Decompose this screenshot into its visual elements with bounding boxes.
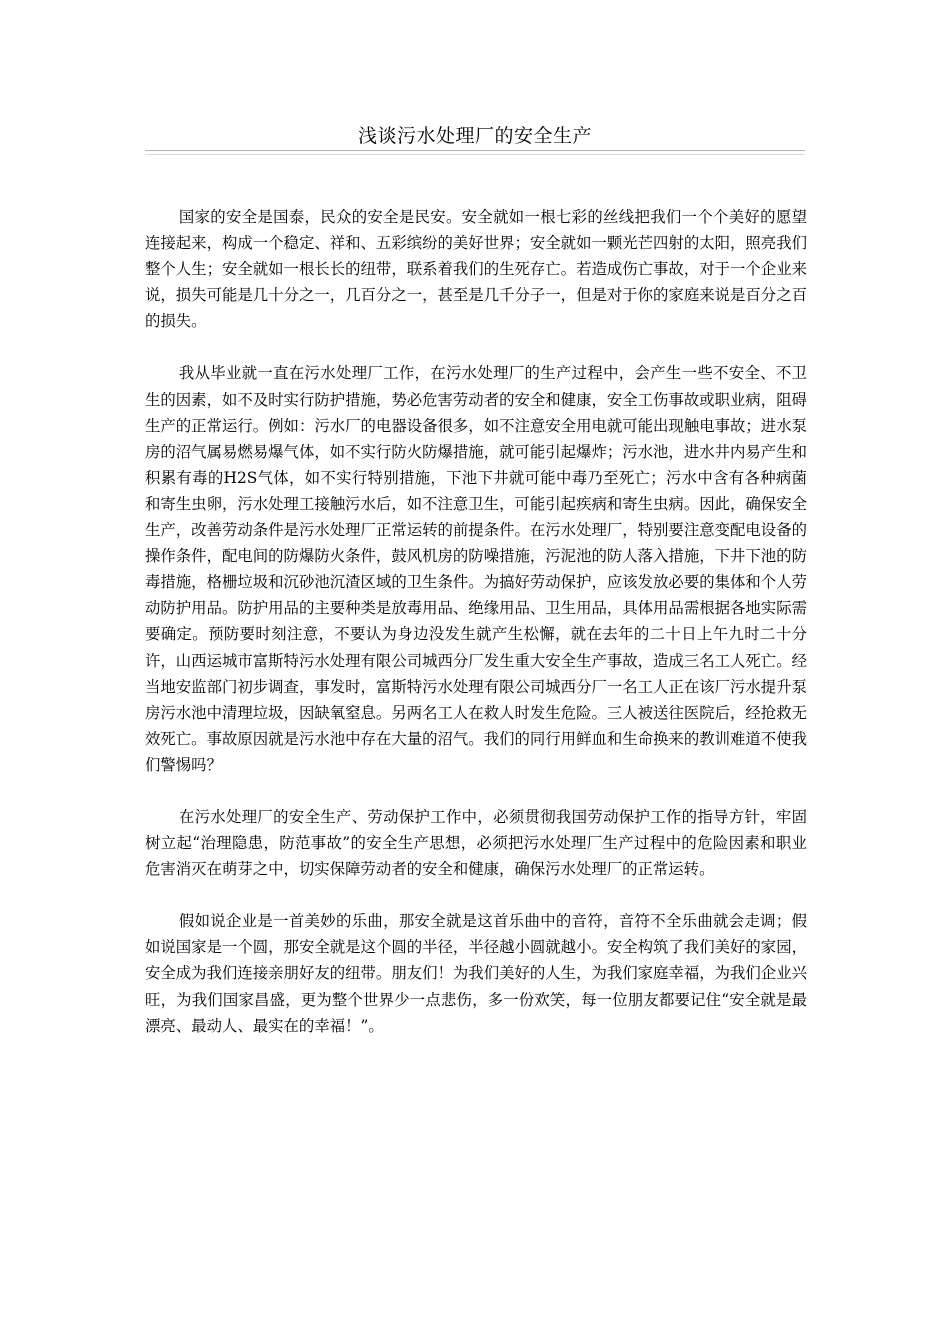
paragraph-3: 在污水处理厂的安全生产、劳动保护工作中，必须贯彻我国劳动保护工作的指导方针，牢固树立起“治理隐患，防范事故”的安全生产思想，必须把污水处理厂生产过程中的危险因素和职业危害消灭在萌芽之中，切实保障劳动者的安全和健康，确保污水处理厂的正常运转。 — [145, 807, 807, 879]
title-underline-divider — [145, 150, 805, 155]
document-body — [145, 204, 807, 1065]
paragraph-4: 假如说企业是一首美妙的乐曲，那安全就是这首乐曲中的音符，音符不全乐曲就会走调；假如说国家是一个圆，那安全就是这个圆的半径，半径越小圆就越小。安全构筑了我们美好的家园，安全成为我们连接亲朋好友的纽带。朋友们！为我们美好的人生，为我们家庭幸福，为我们企业兴旺，为我们国家昌盛，更为整个世界少一点悲伤，多一份欢笑，每一位朋友都要记住“安全就是最漂亮、最动人、最实在的幸福！”。 — [145, 912, 807, 1035]
paragraph-2: 我从毕业就一直在污水处理厂工作，在污水处理厂的生产过程中，会产生一些不安全、不卫生的因素，如不及时实行防护措施，势必危害劳动者的安全和健康，安全工伤事故或职业病，阻碍生产的正常运行。例如：污水厂的电器设备很多，如不注意安全用电就可能出现触电事故；进水泵房的沼气属易燃易爆气体，如不实行防火防爆措施，就可能引起爆炸；污水池，进水井内易产生和积累有毒的H2S气体，如不实行特别措施，下池下井就可能中毒乃至死亡；污水中含有各种病菌和寄生虫卵，污水处理工接触污水后，如不注意卫生，可能引起疾病和寄生虫病。因此，确保安全生产，改善劳动条件是污水处理厂正常运转的前提条件。在污水处理厂，特别要注意变配电设备的操作条件，配电间的防爆防火条件，鼓风机房的防噪措施，污泥池的防人落入措施，下井下池的防毒措施，格栅垃圾和沉砂池沉渣区域的卫生条件。为搞好劳动保护，应该发放必要的集体和个人劳动防护用品。防护用品的主要种类是放毒用品、绝缘用品、卫生用品，具体用品需根据各地实际需要确定。预防要时刻注意，不要认为身边没发生就产生松懈，就在去年的二十日上午九时二十分许，山西运城市富斯特污水处理有限公司城西分厂发生重大安全生产事故，造成三名工人死亡。经当地安监部门初步调查，事发时，富斯特污水处理有限公司城西分厂一名工人正在该厂污水提升泵房污水池中清理垃圾，因缺氧窒息。另两名工人在救人时发生危险。三人被送往医院后，经抢救无效死亡。事故原因就是污水池中存在大量的沼气。我们的同行用鲜血和生命换来的教训难道不使我们警惕吗？ — [145, 364, 807, 774]
document-title: 浅谈污水处理厂的安全生产 — [357, 125, 592, 147]
paragraph-1: 国家的安全是国泰，民众的安全是民安。安全就如一根七彩的丝线把我们一个个美好的愿望连接起来，构成一个稳定、祥和、五彩缤纷的美好世界；安全就如一颗光芒四射的太阳，照亮我们整个人生；安全就如一根长长的纽带，联系着我们的生死存亡。若造成伤亡事故，对于一个企业来说，损失可能是几十分之一，几百分之一，甚至是几千分子一，但是对于你的家庭来说是百分之百的损失。 — [145, 208, 807, 331]
